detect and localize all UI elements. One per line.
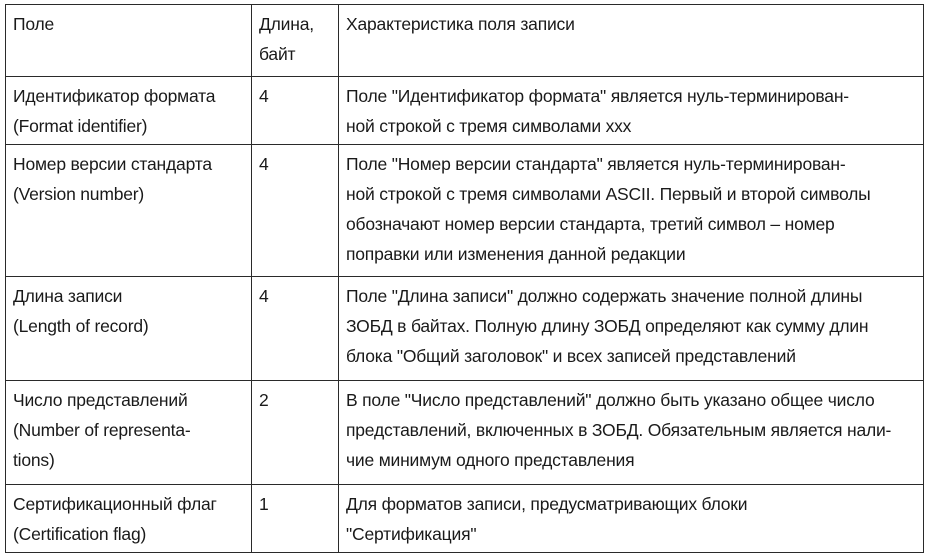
table-row [6, 77, 924, 145]
field-name: Идентификатор формата (Format identifier) [6, 77, 252, 145]
field-length: 1 [252, 485, 339, 553]
field-name: Длина записи (Length of record) [6, 277, 252, 381]
header-row [6, 5, 924, 77]
field-name: Число представлений (Number of representa- tions) [6, 381, 252, 485]
table-row [6, 381, 924, 485]
field-description: Поле "Длина записи" должно содержать значение полной длины ЗОБД в байтах. Полную длину ЗОБД определяют как сумму длин блока "Общий заголовок" и всех записей представлений [339, 277, 924, 381]
field-length: 4 [252, 145, 339, 277]
field-description: Для форматов записи, предусматривающих блоки "Сертификация" [339, 485, 924, 553]
field-length: 2 [252, 381, 339, 485]
record-fields-table [5, 4, 924, 553]
field-description: Поле "Идентификатор формата" является нуль-терминирован- ной строкой с тремя символами xxx [339, 77, 924, 145]
field-description: В поле "Число представлений" должно быть указано общее число представлений, включенных в ЗОБД. Обязательным является нали- чие минимум одного представления [339, 381, 924, 485]
field-length: 4 [252, 77, 339, 145]
table-row [6, 277, 924, 381]
header-description: Характеристика поля записи [339, 5, 924, 77]
field-length: 4 [252, 277, 339, 381]
header-field: Поле [6, 5, 252, 77]
table-row [6, 145, 924, 277]
field-description: Поле "Номер версии стандарта" является нуль-терминирован- ной строкой с тремя символами ASCII. Первый и второй символы обозначают номер версии стандарта, третий символ – номер поправки или изменения данной редакции [339, 145, 924, 277]
field-name: Номер версии стандарта (Version number) [6, 145, 252, 277]
field-name: Сертификационный флаг (Certification flag) [6, 485, 252, 553]
table-row [6, 485, 924, 553]
header-length: Длина, байт [252, 5, 339, 77]
